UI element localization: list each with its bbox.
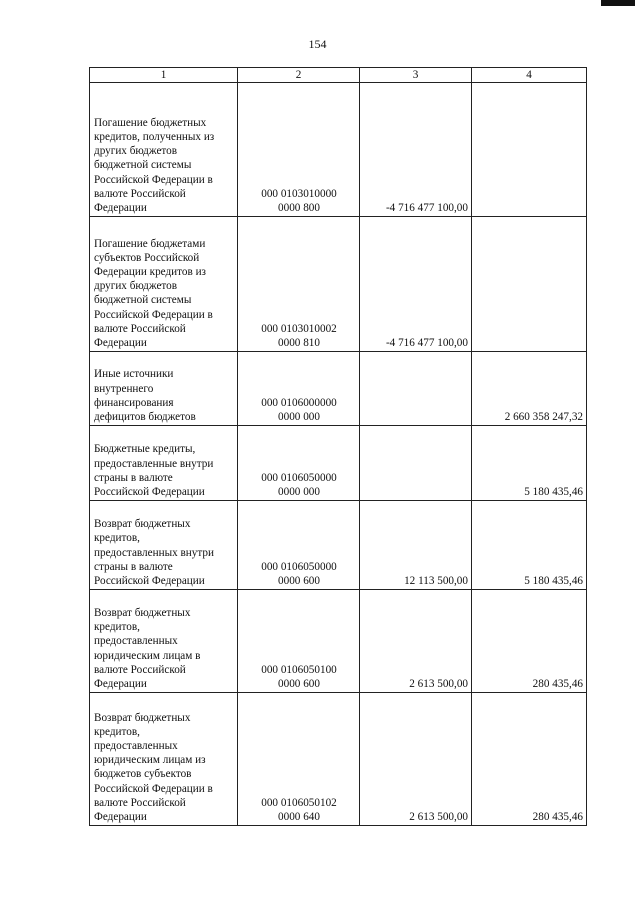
row-col4-cell: 2 660 358 247,32 [472,352,587,426]
row-col4-cell: 280 435,46 [472,693,587,826]
row-name-line: кредитов, [94,725,140,738]
row-code-line: 000 0106050000 [261,471,337,484]
row-name-line: Российской Федерации в [94,173,213,186]
row-name-line: предоставленных [94,739,178,752]
row-name-line: валюте Российской [94,663,186,676]
column-header-3: 3 [360,68,472,83]
row-col3-cell [360,426,472,501]
row-code-line: 0000 000 [278,486,320,498]
row-col3-cell: -4 716 477 100,00 [360,217,472,352]
row-code-line: 000 0106050100 [261,663,337,676]
row-name-line: Погашение бюджетами [94,237,206,250]
table-row [90,693,587,826]
row-name-line: бюджетной системы [94,294,192,307]
row-col4-cell [472,83,587,217]
row-code-cell [238,352,360,426]
row-name-line: кредитов, [94,532,140,545]
column-header-1: 1 [90,68,238,83]
row-col4-cell: 5 180 435,46 [472,501,587,590]
row-name-line: валюте Российской [94,796,186,809]
page-number: 154 [308,37,327,51]
row-code-cell [238,693,360,826]
scan-corner-mark [601,0,635,6]
row-code-line: 000 0106050000 [261,560,337,573]
row-name-cell [90,426,238,501]
row-name-line: кредитов, полученных из [94,130,215,143]
row-code-line: 0000 810 [278,337,320,349]
table-row [90,352,587,426]
row-col4-cell: 280 435,46 [472,590,587,693]
row-name-line: страны в валюте [94,560,173,573]
row-name-cell [90,217,238,352]
row-name-line: Российской Федерации в [94,782,213,795]
row-name-cell [90,352,238,426]
row-name-line: других бюджетов [94,145,178,158]
row-code-cell [238,217,360,352]
column-header-2: 2 [238,68,360,83]
row-name-line: валюте Российской [94,322,186,335]
table-row [90,501,587,590]
row-col3-cell: 2 613 500,00 [360,693,472,826]
row-code-cell [238,426,360,501]
row-code-line: 000 0103010002 [261,322,337,335]
row-name-line: финансирования [94,396,174,409]
row-code-line: 000 0106000000 [261,396,337,409]
row-name-line: предоставленные внутри [94,457,214,470]
row-name-line: предоставленных [94,635,178,648]
row-name-line: внутреннего [94,382,154,395]
column-header-4: 4 [472,68,587,83]
table-row [90,590,587,693]
row-code-line: 000 0103010000 [261,187,337,200]
row-name-line: Федерации [94,811,147,823]
row-name-line: предоставленных внутри [94,546,214,559]
row-name-line: Российской Федерации [94,486,205,498]
row-code-cell [238,590,360,693]
row-code-line: 000 0106050102 [261,796,337,809]
row-name-line: юридическим лицам из [94,754,206,767]
row-name-line: Возврат бюджетных [94,606,191,619]
row-name-line: бюджетов субъектов [94,768,192,781]
table-header-row [90,68,587,83]
row-name-line: Возврат бюджетных [94,518,191,531]
row-name-line: субъектов Российской [94,251,200,264]
row-col3-cell [360,352,472,426]
row-code-line: 0000 800 [278,202,320,214]
row-name-cell [90,83,238,217]
row-code-line: 0000 000 [278,411,320,423]
row-name-line: Федерации [94,337,147,349]
row-code-line: 0000 600 [278,575,320,587]
row-name-line: Федерации [94,202,147,214]
row-name-line: Российской Федерации [94,575,205,587]
row-name-line: Российской Федерации в [94,308,213,321]
row-col3-cell: 12 113 500,00 [360,501,472,590]
table-row [90,426,587,501]
row-name-line: Бюджетные кредиты, [94,443,196,456]
row-name-line: кредитов, [94,621,140,634]
row-name-line: других бюджетов [94,280,178,293]
row-name-cell [90,590,238,693]
row-name-line: юридическим лицам в [94,649,201,662]
row-col4-cell: 5 180 435,46 [472,426,587,501]
row-name-line: Иные источники [94,368,174,381]
row-name-line: бюджетной системы [94,159,192,172]
row-name-line: Возврат бюджетных [94,711,191,724]
row-col4-cell [472,217,587,352]
row-col3-cell: 2 613 500,00 [360,590,472,693]
row-code-line: 0000 600 [278,678,320,690]
row-code-cell [238,501,360,590]
budget-sources-table [89,67,587,826]
row-code-line: 0000 640 [278,811,320,823]
row-code-cell [238,83,360,217]
row-name-line: Погашение бюджетных [94,116,207,129]
table-row [90,83,587,217]
row-name-cell [90,693,238,826]
table-row [90,217,587,352]
row-name-line: валюте Российской [94,187,186,200]
row-name-line: страны в валюте [94,471,173,484]
row-name-line: дефицитов бюджетов [94,411,196,423]
row-col3-cell: -4 716 477 100,00 [360,83,472,217]
row-name-cell [90,501,238,590]
row-name-line: Федерации [94,678,147,690]
row-name-line: Федерации кредитов из [94,265,206,278]
